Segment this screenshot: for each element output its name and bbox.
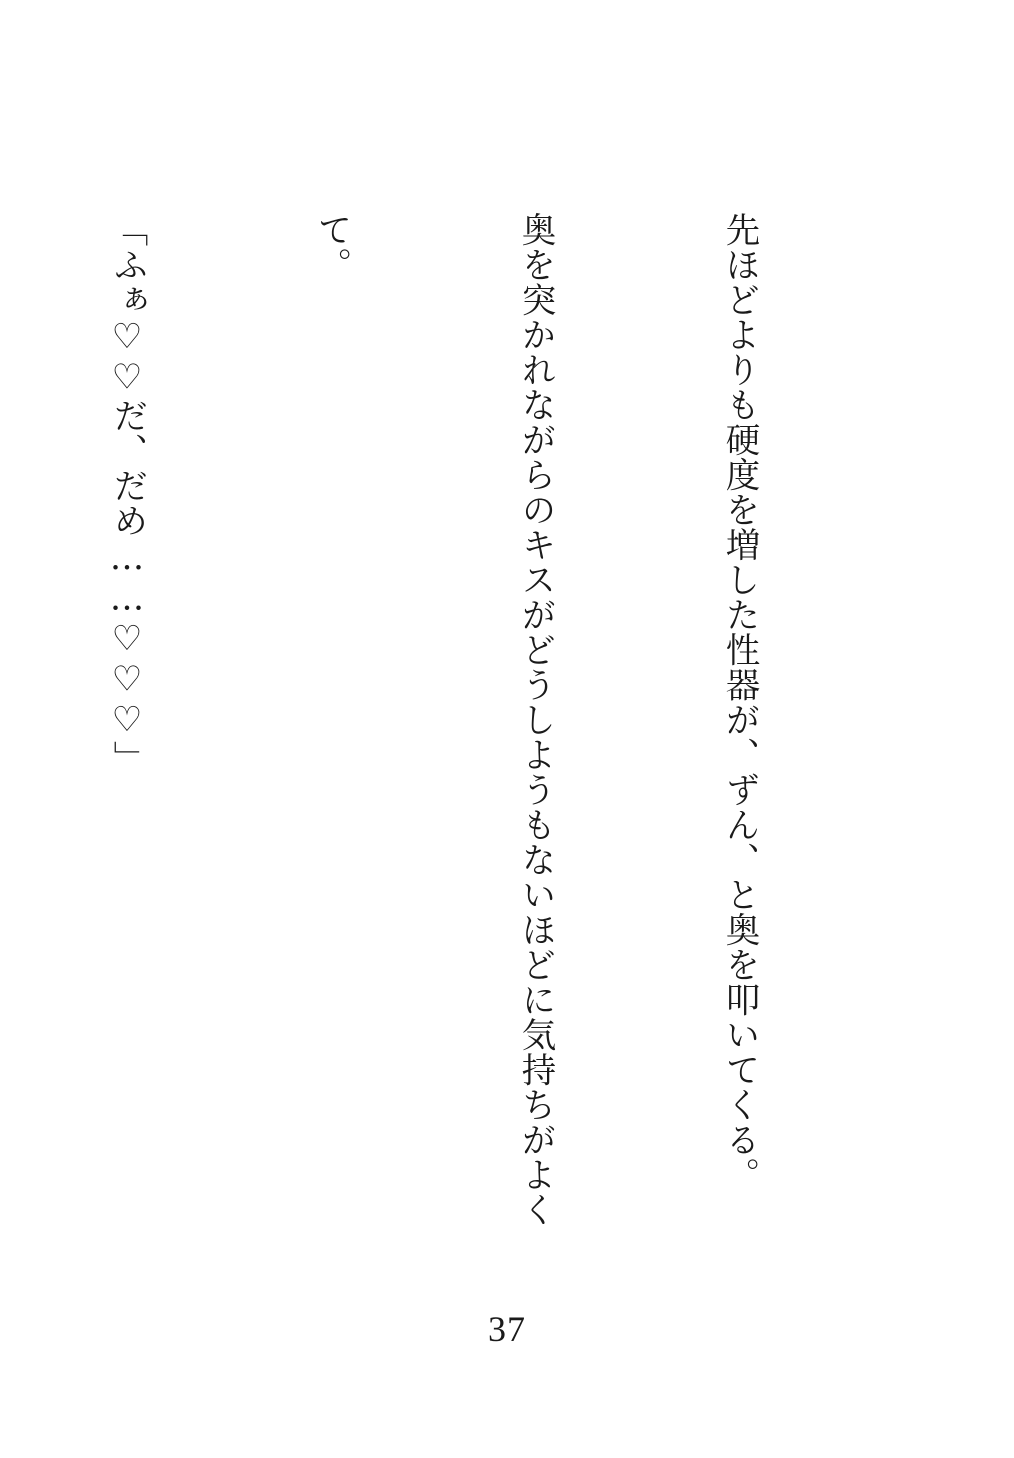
text-line-3: て。	[311, 212, 351, 282]
text-line-2: 奥を突かれながらのキスがどうしようもないほどに気持ちがよく	[515, 212, 555, 1227]
text-line-1: 先ほどよりも硬度を増した性器が、ずん、と奥を叩いてくる。	[719, 212, 759, 1192]
page-number: 37	[488, 1309, 526, 1349]
text-line-4: 「ふぁ♡♡だ、だめ……♡♡♡」	[107, 212, 147, 776]
vertical-text-body	[0, 212, 909, 1287]
